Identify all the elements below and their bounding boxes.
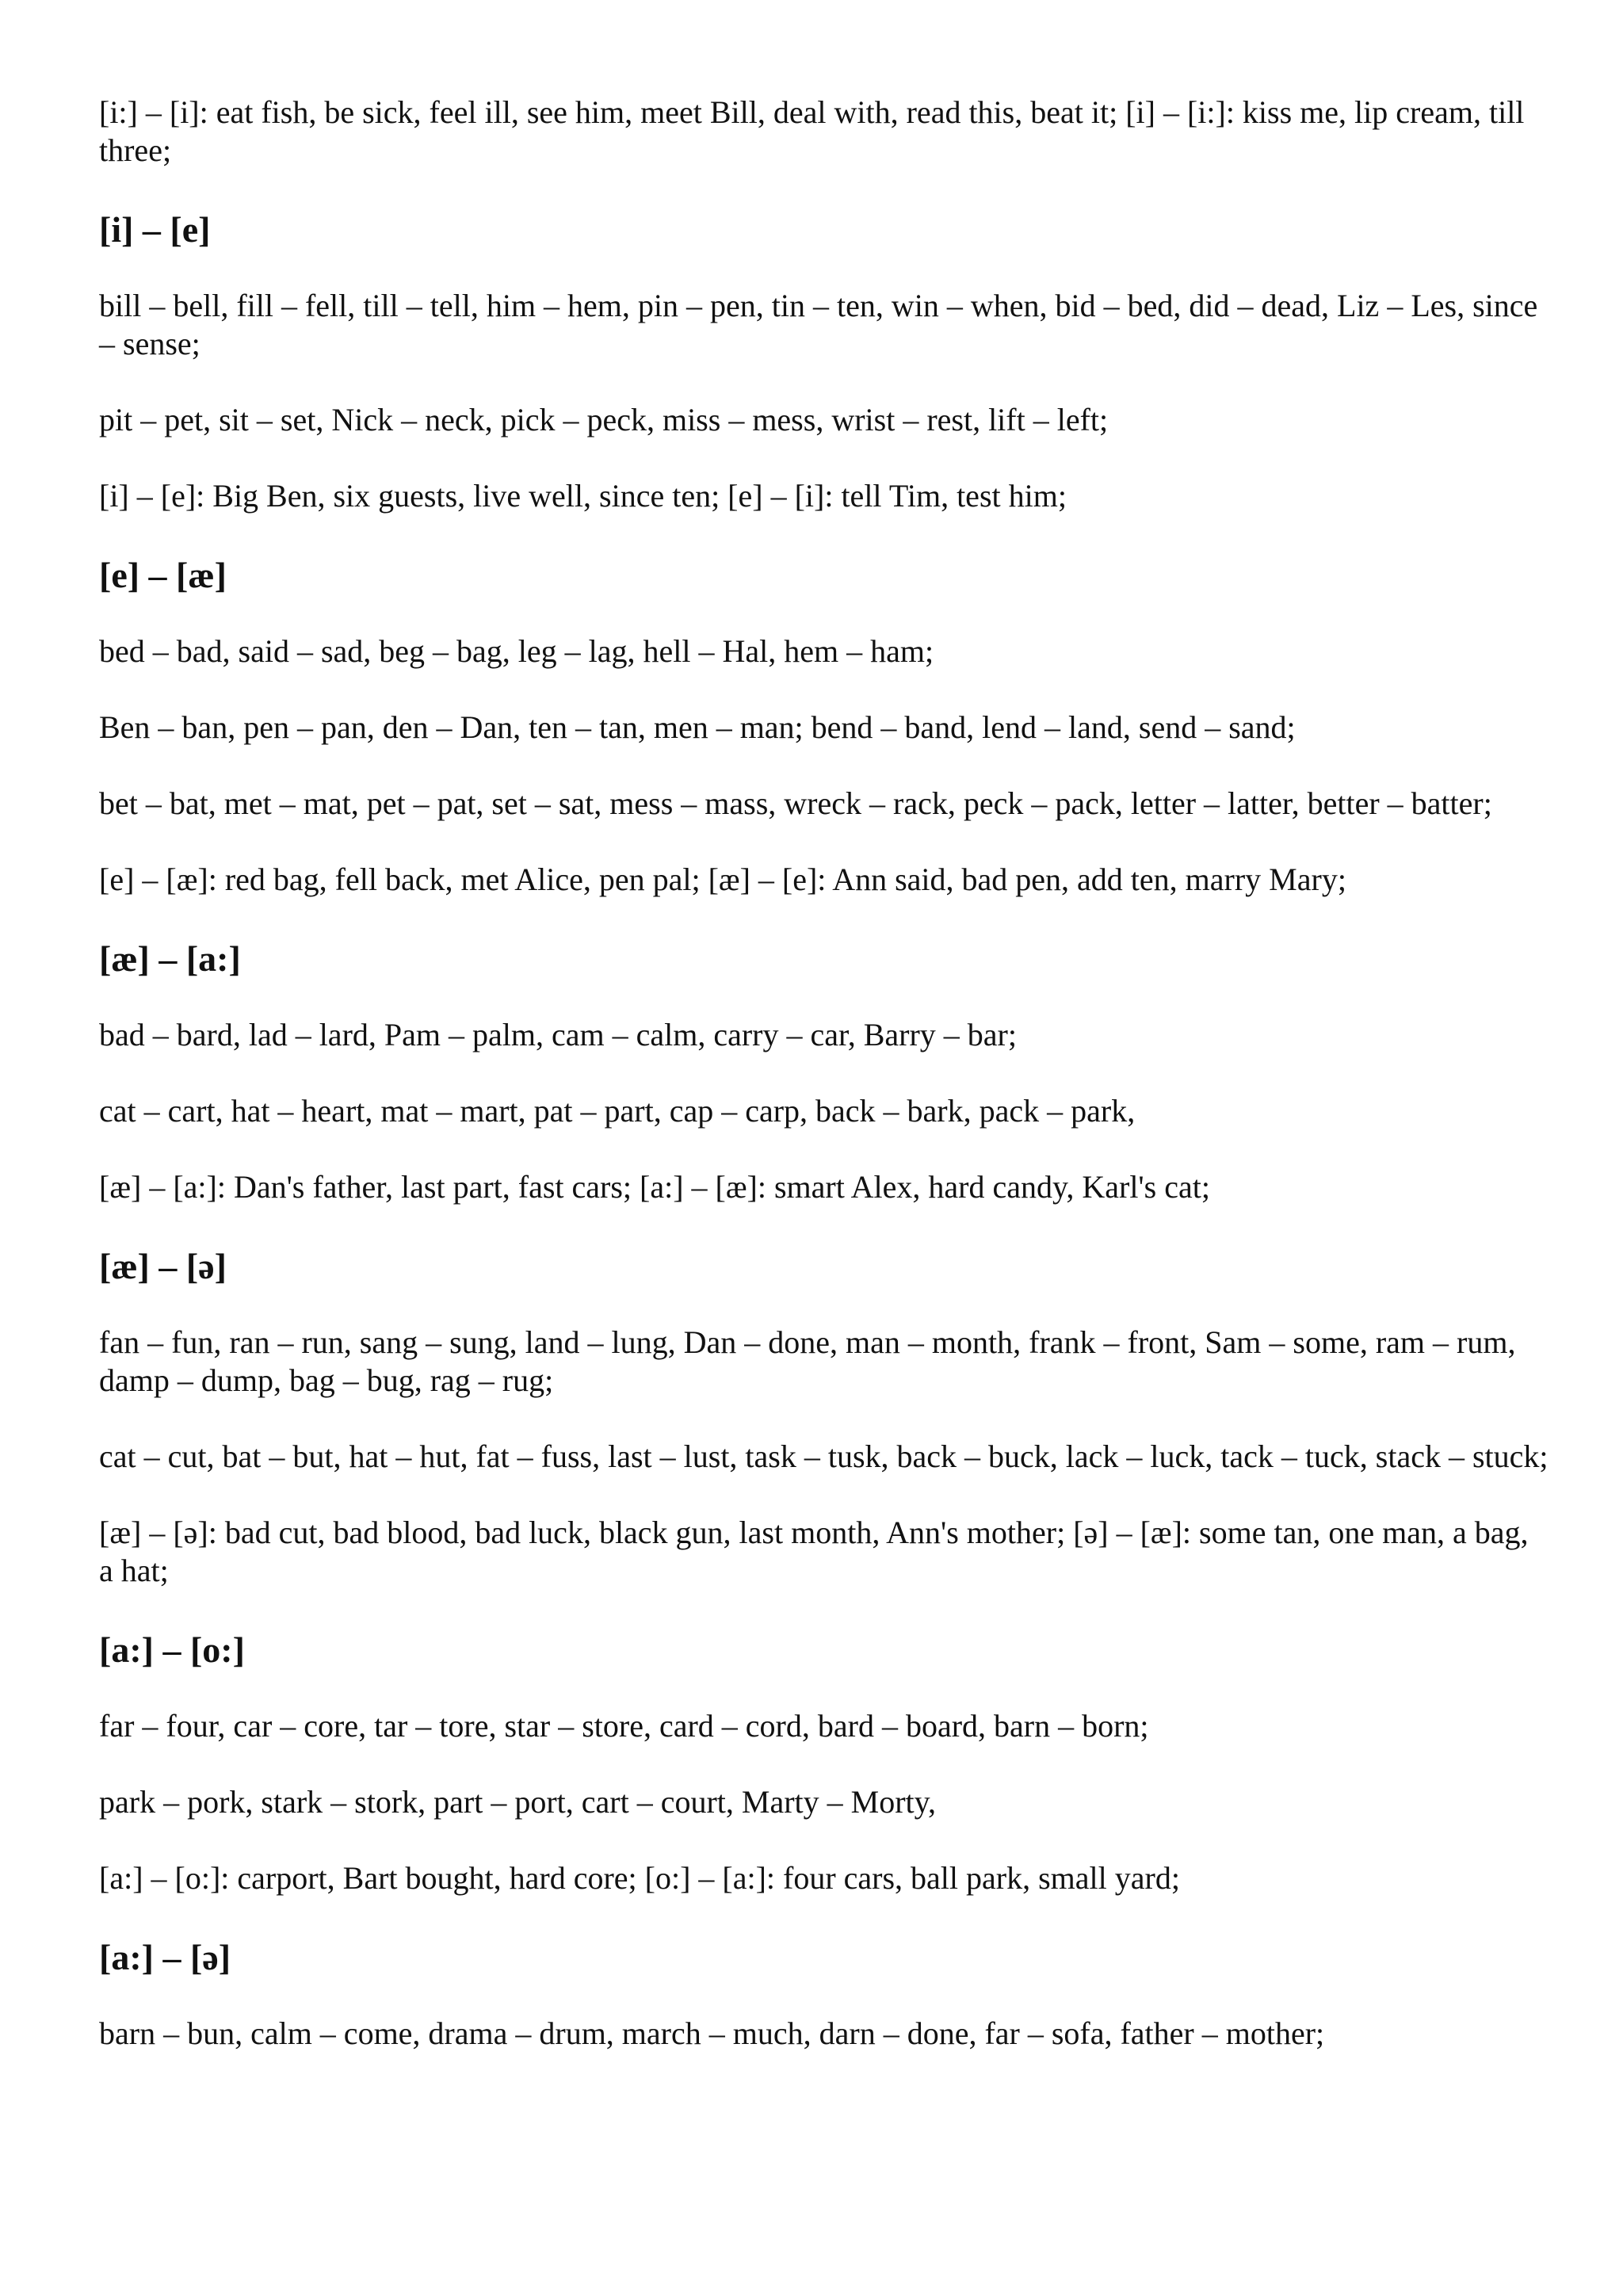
section-heading: [æ] – [a:] (99, 938, 241, 979)
section-heading: [e] – [æ] (99, 555, 227, 595)
paragraph: bad – bard, lad – lard, Pam – palm, cam – calm, carry – car, Barry – bar; (99, 1017, 1017, 1052)
paragraph: pit – pet, sit – set, Nick – neck, pick – peck, miss – mess, wrist – rest, lift – left; (99, 402, 1109, 437)
paragraph: bill – bell, fill – fell, till – tell, him – hem, pin – pen, tin – ten, win – when, bid – bed, did – dead, Liz – Les, since – sense; (99, 288, 1538, 361)
paragraph: [æ] – [a:]: Dan's father, last part, fast cars; [a:] – [æ]: smart Alex, hard candy, Karl's cat; (99, 1169, 1210, 1205)
paragraph: fan – fun, ran – run, sang – sung, land – lung, Dan – done, man – month, frank – front, Sam – some, ram – rum, damp – dump, bag – bug, rag – rug; (99, 1324, 1516, 1398)
section-heading: [i] – [e] (99, 209, 211, 250)
paragraph: park – pork, stark – stork, part – port, cart – court, Marty – Morty, (99, 1784, 937, 1820)
section-heading: [a:] – [ə] (99, 1937, 231, 1977)
paragraph: bed – bad, said – sad, beg – bag, leg – lag, hell – Hal, hem – ham; (99, 633, 934, 669)
paragraph: [a:] – [o:]: carport, Bart bought, hard core; [o:] – [a:]: four cars, ball park, small yard; (99, 1860, 1180, 1896)
paragraph: barn – bun, calm – come, drama – drum, march – much, darn – done, far – sofa, father – mother; (99, 2015, 1325, 2051)
paragraph: [i:] – [i]: eat fish, be sick, feel ill, see him, meet Bill, deal with, read this, beat it; [i] – [i:]: kiss me, lip cream, till three; (99, 94, 1525, 168)
paragraph: [i] – [e]: Big Ben, six guests, live well, since ten; [e] – [i]: tell Tim, test him; (99, 478, 1067, 514)
paragraph: Ben – ban, pen – pan, den – Dan, ten – tan, men – man; bend – band, lend – land, send – sand; (99, 709, 1296, 745)
paragraph: far – four, car – core, tar – tore, star – store, card – cord, bard – board, barn – born; (99, 1708, 1149, 1744)
paragraph: [e] – [æ]: red bag, fell back, met Alice, pen pal; [æ] – [e]: Ann said, bad pen, add ten, marry Mary; (99, 861, 1346, 897)
paragraph: [æ] – [ə]: bad cut, bad blood, bad luck, black gun, last month, Ann's mother; [ə] – [æ]: some tan, one man, a bag, a hat; (99, 1515, 1529, 1588)
paragraph: cat – cut, bat – but, hat – hut, fat – fuss, last – lust, task – tusk, back – buck, lack – luck, tack – tuck, stack – stuck; (99, 1438, 1549, 1474)
section-heading: [a:] – [o:] (99, 1629, 245, 1670)
section-heading: [æ] – [ə] (99, 1246, 227, 1286)
paragraph: cat – cart, hat – heart, mat – mart, pat – part, cap – carp, back – bark, pack – park, (99, 1093, 1136, 1129)
paragraph: bet – bat, met – mat, pet – pat, set – sat, mess – mass, wreck – rack, peck – pack, letter – latter, better – batter; (99, 785, 1492, 821)
document-page (99, 94, 1549, 2091)
